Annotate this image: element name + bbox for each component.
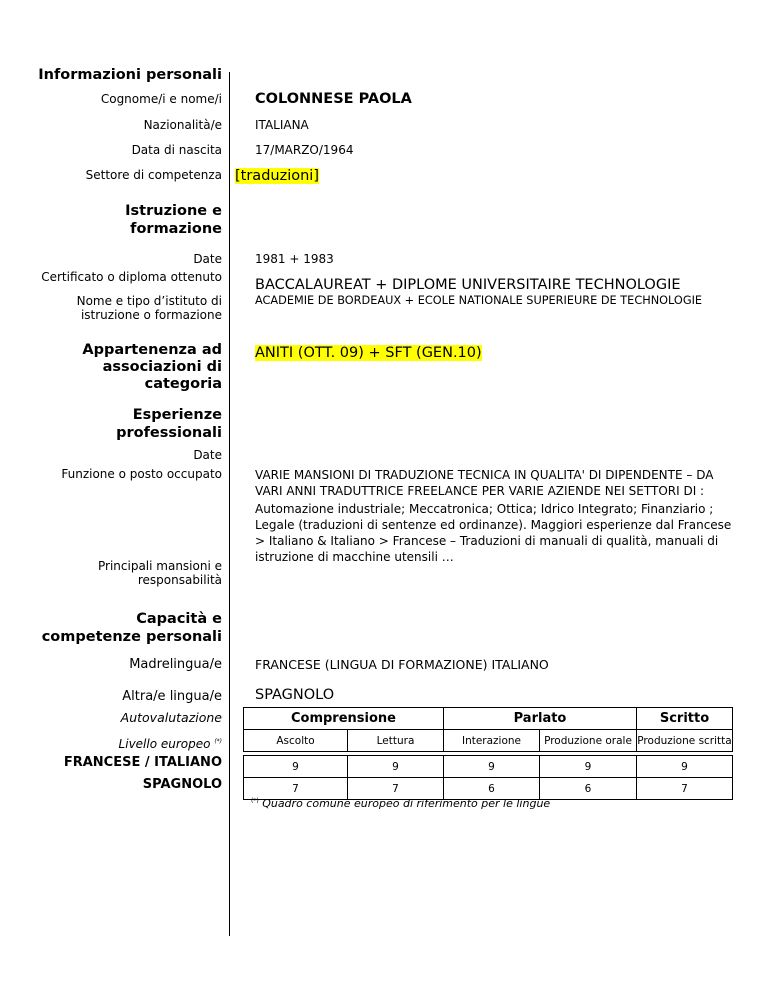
table-row <box>244 756 733 778</box>
language-row-label-1: FRANCESE / ITALIANO <box>63 755 222 770</box>
table-cell: 6 <box>540 778 637 800</box>
role-value: VARIE MANSIONI DI TRADUZIONE TECNICA IN QUALITA' DI DIPENDENTE – DA VARI ANNI TRADUTTRICE FREELANCE PER VARIE AZIENDE NEI SETTORI DI : <box>255 468 714 498</box>
self-assessment-label: Autovalutazione <box>120 710 222 725</box>
sector-label: Settore di competenza <box>85 168 222 182</box>
section-heading-personal: Informazioni personali <box>38 67 222 83</box>
group-header-speaking: Parlato <box>444 708 637 730</box>
mother-tongue-label: Madrelingua/e <box>129 657 222 672</box>
table-cell: 7 <box>637 778 733 800</box>
group-header-writing: Scritto <box>637 708 733 730</box>
birth-value: 17/MARZO/1964 <box>255 143 354 157</box>
institute-label-1: Nome e tipo d’istituto di <box>76 294 222 308</box>
table-cell: 9 <box>540 756 637 778</box>
institute-label-2: istruzione o formazione <box>80 308 222 322</box>
table-cell: 9 <box>244 756 348 778</box>
section-heading-experience-2: professionali <box>116 425 222 441</box>
section-heading-experience-1: Esperienze <box>132 407 222 423</box>
table-footnote: (*) Quadro comune europeo di riferimento per le lingue <box>251 797 551 810</box>
table-cell: 6 <box>444 778 540 800</box>
sector-value: [traduzioni] <box>235 168 319 184</box>
name-value: COLONNESE PAOLA <box>255 91 412 107</box>
table-group-header-row <box>244 708 733 730</box>
section-heading-education-1: Istruzione e <box>125 203 222 219</box>
other-languages-label: Altra/e lingua/e <box>122 689 222 704</box>
table-cell: 7 <box>244 778 348 800</box>
european-level-label: Livello europeo (*) <box>118 737 222 751</box>
edu-date-label: Date <box>193 252 222 266</box>
cert-value: BACCALAUREAT + DIPLOME UNIVERSITAIRE TECHNOLOGIE <box>255 277 681 293</box>
duties-label-1: Principali mansioni e <box>98 559 222 573</box>
section-heading-associations-1: Appartenenza ad <box>82 342 222 358</box>
other-languages-value: SPAGNOLO <box>255 687 335 703</box>
subheader-written-production: Produzione scritta <box>637 730 733 752</box>
table-cell: 9 <box>444 756 540 778</box>
section-heading-skills-1: Capacità e <box>136 611 222 627</box>
role-label: Funzione o posto occupato <box>61 467 222 481</box>
duties-label-2: responsabilità <box>137 573 222 587</box>
language-assessment-table <box>243 707 733 800</box>
name-label: Cognome/i e nome/i <box>100 92 222 106</box>
role-detail: Automazione industriale; Meccatronica; Ottica; Idrico Integrato; Finanziario ; Legale (traduzioni di sentenze ed ordinanze). Maggiori esperienze dal Francese > Italiano & Italiano > Francese – Traduzioni di manuali di qualità, manuali di istruzione di macchine utensili … <box>255 502 732 564</box>
subheader-listening: Ascolto <box>244 730 348 752</box>
subheader-reading: Lettura <box>348 730 444 752</box>
table-cell: 9 <box>348 756 444 778</box>
nationality-label: Nazionalità/e <box>143 118 222 132</box>
subheader-interaction: Interazione <box>444 730 540 752</box>
section-heading-education-2: formazione <box>130 221 222 237</box>
section-heading-skills-2: competenze personali <box>41 629 222 645</box>
table-cell: 7 <box>348 778 444 800</box>
section-heading-associations-2: associazioni di <box>102 359 222 375</box>
mother-tongue-value: FRANCESE (LINGUA DI FORMAZIONE) ITALIANO <box>255 657 549 672</box>
table-subheader-row <box>244 730 733 752</box>
subheader-oral-production: Produzione orale <box>540 730 637 752</box>
language-row-label-2: SPAGNOLO <box>142 777 222 792</box>
exp-date-label: Date <box>193 448 222 462</box>
institute-value: ACADEMIE DE BORDEAUX + ECOLE NATIONALE SUPERIEURE DE TECHNOLOGIE <box>255 294 703 307</box>
birth-label: Data di nascita <box>131 143 222 157</box>
table-cell: 9 <box>637 756 733 778</box>
associations-value: ANITI (OTT. 09) + SFT (GEN.10) <box>255 345 482 361</box>
column-divider <box>229 72 230 936</box>
group-header-comprehension: Comprensione <box>244 708 444 730</box>
nationality-value: ITALIANA <box>255 118 309 132</box>
cert-label: Certificato o diploma ottenuto <box>41 270 222 284</box>
edu-date-value: 1981 + 1983 <box>255 252 334 266</box>
section-heading-associations-3: categoria <box>144 376 222 392</box>
